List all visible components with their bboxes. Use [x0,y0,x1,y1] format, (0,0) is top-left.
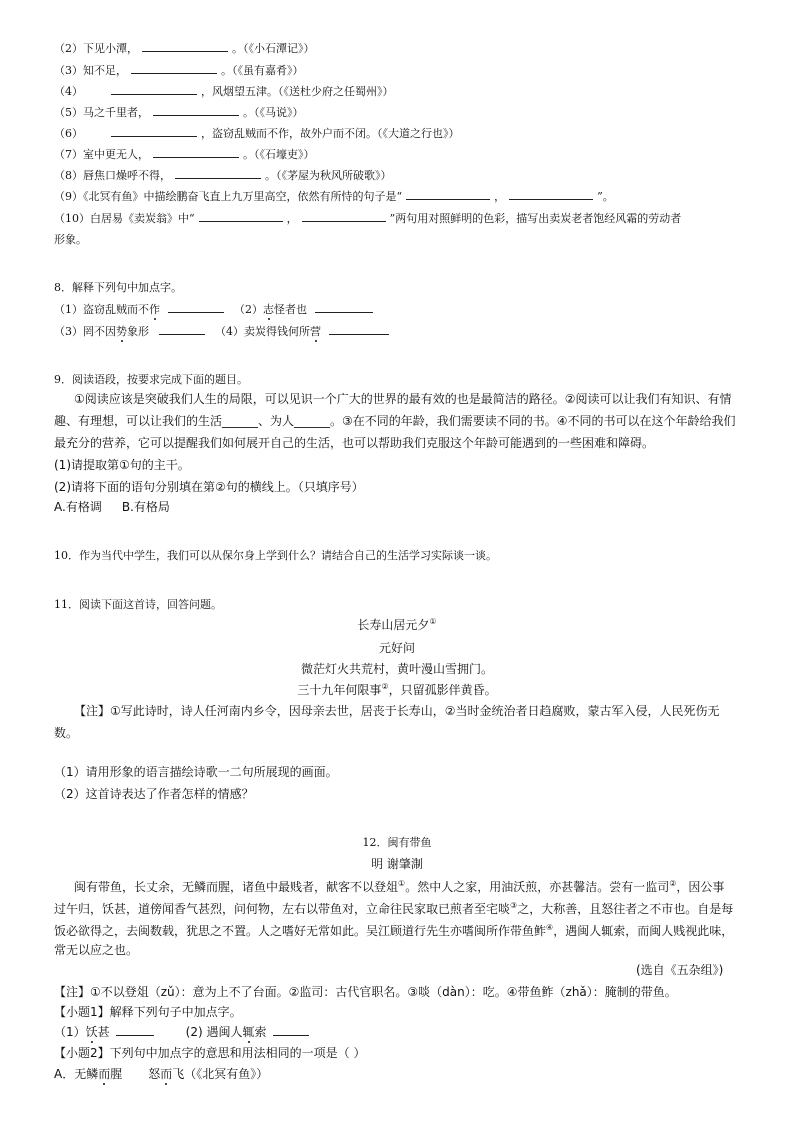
q8-row-2: （3）罔不因势象形 （4）卖炭得钱何所营 [54,323,389,340]
question-title: 9．阅读语段，按要求完成下面的题目。 [54,373,248,386]
paragraph-text: 过午归，饫甚，道傍闻香气甚烈，问何物，左右以带鱼对，立命往民家取已煎者至宅啖 [54,902,511,916]
poem-line-2 [0,681,794,698]
q7-text: 。（《虽有嘉肴》） [221,64,304,77]
option-a[interactable]: A.有格调 [54,500,102,514]
q11-title [54,597,222,613]
paragraph-text: ，因公事 [676,880,725,894]
q9-sub-2 [54,479,364,495]
note-text: 【注】①写此诗时，诗人任河南内乡令，因母亲去世，居丧于长寿山，②当时金统治者日趋腐败，蒙古军入侵，人民死伤无 [74,704,720,718]
option-text: A．无鳞 [54,1067,99,1081]
q7-line-9 [54,188,614,205]
q7-line-3 [54,62,304,79]
q9-title [54,372,248,388]
q8-text: （4）卖炭得钱何所 [215,325,310,338]
q7-line-2 [54,40,315,57]
answer-blank[interactable] [153,104,239,116]
q12-para-3 [54,920,733,939]
q7-text: （5）马之千里者， [54,106,149,119]
q7-text: ，盗窃乱贼而不作，故外户而不闭。（《大道之行也》） [201,127,460,140]
q11-sub-1 [54,764,338,780]
q7-line-10-cont [54,232,87,248]
source-text: (选自《五杂组》) [636,963,724,977]
paragraph-text: 。然中人之家，用油沃煎，亦甚馨洁。尝有一监司 [405,880,670,894]
answer-blank[interactable] [142,40,228,52]
q12-sub1-items [54,1024,309,1040]
q7-line-4 [54,83,394,100]
q7-text: 。（《石壕吏》） [243,148,315,161]
answer-blank[interactable] [168,301,224,313]
dotted-char: 而 [160,1067,173,1081]
footnote-marker: ① [429,617,437,626]
answer-blank[interactable] [175,167,261,179]
q9-para-3 [54,435,654,451]
footnote-marker: ③ [510,901,518,910]
answer-blank[interactable] [116,1024,154,1036]
q11-sub-2 [54,786,254,802]
q8-text: 怪者也 [274,303,307,316]
answer-blank[interactable] [509,188,593,200]
paragraph-text: 饭必欲得之，去闽数载，犹思之不置。人之嗜好无常如此。吴江顾道行先生亦嗜闽所作带鱼鲊 [54,924,547,938]
poem-line-text: 三十九年何限事 [297,683,382,697]
author-text: 明 谢肇淛 [371,857,423,871]
answer-blank[interactable] [111,83,197,95]
q7-text: ，风烟望五津。（《送杜少府之任蜀州》） [201,85,394,98]
q12-title [0,834,794,850]
q7-text: 。（《马说》） [243,106,304,119]
dotted-char: 营 [310,325,321,338]
q11-note-2 [54,725,78,741]
q7-line-5 [54,104,304,121]
q12-note [54,984,677,1000]
q7-text: 形象。 [54,233,87,246]
q7-text: 。（《茅屋为秋风所破歌》） [265,169,392,182]
poem-title [0,616,794,633]
q7-text: （7）室中更无人， [54,148,149,161]
q8-text: 象形 [127,325,149,338]
option-text: 怒 [148,1067,161,1081]
subquestion-text: （1）请用形象的语言描绘诗歌一二句所展现的画面。 [54,765,338,779]
question-title: 11．阅读下面这首诗，回答问题。 [54,598,222,611]
q12-sub1 [54,1004,242,1020]
answer-blank[interactable] [159,323,205,335]
q12-para-1 [74,876,724,895]
paragraph-text: 常无以应之也。 [54,943,139,957]
q7-text: 。（《小石潭记》） [232,42,315,55]
q7-line-7 [54,146,315,163]
dotted-char: 势 [116,325,127,338]
q10 [54,548,497,564]
question-title: 8．解释下列句中加点字。 [54,281,182,294]
question-title: 10．作为当代中学生，我们可以从保尔身上学到什么？请结合自己的生活学习实际谈一谈。 [54,549,497,562]
dotted-char: 饫 [85,1025,98,1039]
answer-blank[interactable] [406,188,490,200]
subquestion-text: 【小题1】解释下列句子中加点字。 [54,1005,242,1019]
q7-text: （8）唇焦口燥呼不得， [54,169,171,182]
note-text: 【注】①不以登俎（zǔ）：意为上不了台面。②监司：古代官职名。③啖（dàn）：吃。④带鱼鲊（zhǎ）：腌制的带鱼。 [54,985,677,999]
paragraph-text: 最充分的营养，它可以提醒我们如何展开自己的生活，也可以帮助我们克服这个年龄可能遇到的一些困难和障碍。 [54,436,655,450]
q12-para-4 [54,942,138,958]
option-text: 腥 [110,1067,123,1081]
q9-para-2 [54,413,736,429]
paragraph-text: 之，大称善，且怒往者之不市也。自是每 [517,902,734,916]
answer-blank[interactable] [131,62,217,74]
q8-text: （1）盗窃乱贼而不 [54,303,149,316]
item-number: （1） [54,1025,86,1039]
q7-text: （2）下见小潭， [54,42,138,55]
answer-blank[interactable] [315,301,373,313]
q7-text: （4） [54,85,83,98]
q11-note-1 [74,703,720,719]
poem-title-text: 长寿山居元夕 [357,618,430,632]
item-text: 甚 [97,1025,110,1039]
q7-text: （3）知不足， [54,64,127,77]
q7-text: ”。 [597,190,614,203]
q7-line-10 [54,210,681,227]
subquestion-text: （2）这首诗表达了作者怎样的情感？ [54,787,254,801]
answer-blank[interactable] [199,210,283,222]
q12-para-2 [54,898,733,917]
note-text: 数。 [54,726,79,740]
dotted-char: 而 [98,1067,111,1081]
subquestion-text: (2)请将下面的语句分别填在第②句的横线上。（只填序号） [54,480,364,494]
item-text: 索 [254,1025,267,1039]
q9-sub-1 [54,457,190,473]
footnote-marker: ④ [546,923,554,932]
q9-options [54,499,170,515]
footnote-marker: ② [381,682,389,691]
q8-title [54,280,182,296]
answer-blank[interactable] [153,146,239,158]
author-text: 元好问 [378,641,415,655]
dotted-char: 作 [149,303,160,316]
q7-text: ， [494,190,506,203]
paragraph-text: ①阅读应该是突破我们人生的局限，可以见识一个广大的世界的最有效的也是最简洁的路径。②阅读可以让我们有知识、有情 [74,392,732,406]
q7-text: ”两句用对照鲜明的色彩，描写出卖炭老者饱经风霜的劳动者 [389,212,682,225]
q7-text: （6） [54,127,83,140]
paragraph-text: 闽有带鱼，长丈余，无鳞而腥，诸鱼中最贱者，献客不以登俎 [74,880,399,894]
q7-line-6 [54,125,460,142]
q7-line-8 [54,167,392,184]
footnote-marker: ② [669,879,677,888]
dotted-char: 志 [263,303,274,316]
answer-blank[interactable] [273,1024,309,1036]
q12-sub2 [54,1045,365,1061]
poem-line-text: 微茫灯火共荒村，黄叶漫山雪拥门。 [300,662,493,676]
dotted-char: 辄 [242,1025,255,1039]
poem-author [0,639,794,656]
q8-row-1 [54,301,373,318]
subquestion-text: (1)请提取第①句的主干。 [54,458,190,472]
q12-option-a[interactable] [54,1066,268,1082]
subquestion-text: 【小题2】下列句中加点字的意思和用法相同的一项是（ ） [54,1046,366,1060]
q8-text: （2） [234,303,263,316]
poem-line-1 [0,660,794,677]
paragraph-text: 趣、有理想，可以让我们的生活______、为人______。③在不同的年龄，我们需要读不同的书。④不同的书可以在这个年龄给我们 [54,414,736,428]
item-text: (2) 遇闽人 [185,1025,243,1039]
q7-text: ， [286,212,298,225]
q7-text: （10）白居易《卖炭翁》中“ [54,212,195,225]
question-title: 12．闽有带鱼 [362,836,432,849]
option-text: 飞（《北冥有鱼》） [172,1067,269,1081]
answer-blank[interactable] [302,210,386,222]
option-b[interactable]: B.有格局 [121,500,170,514]
q12-source [636,962,723,978]
q9-para-1 [74,391,732,407]
paragraph-text: ，遇闽人辄索，而闽人贱视此味， [553,924,734,938]
poem-line-text: ，只留孤影伴黄昏。 [388,683,497,697]
answer-blank[interactable] [329,323,389,335]
answer-blank[interactable] [111,125,197,137]
q12-author [0,855,794,872]
q7-text: （9）《北冥有鱼》中描绘鹏奋飞直上九万里高空，依然有所恃的句子是“ [54,190,403,203]
footnote-marker: ① [398,879,406,888]
